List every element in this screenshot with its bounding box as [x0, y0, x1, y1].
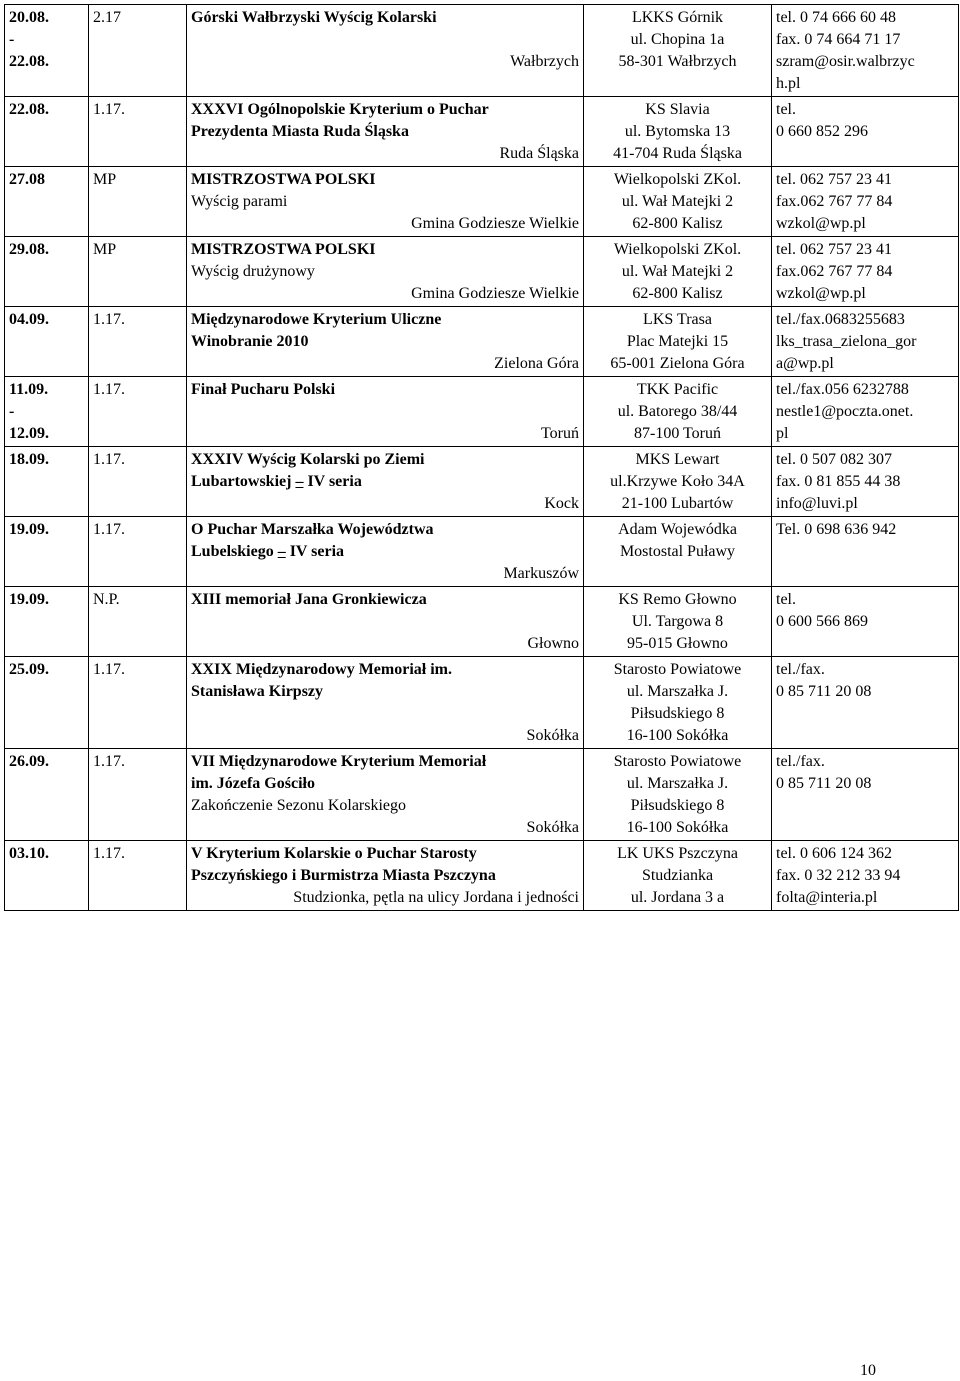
contact-line: fax.062 767 77 84 [776, 263, 893, 280]
event-date-line: 20.08. [9, 9, 49, 26]
event-date-line: 27.08 [9, 171, 45, 188]
event-location: Toruń [541, 425, 579, 442]
table-row [5, 447, 959, 517]
event-title-line: Pszczyńskiego i Burmistrza Miasta Pszczyna [191, 867, 496, 884]
page-number: 10 [860, 1362, 876, 1379]
organizer-line: ul. Bytomska 13 [624, 123, 731, 140]
event-category: 1.17. [89, 657, 187, 749]
contact-line: tel./fax. [776, 753, 825, 770]
event-subtitle: Wyścig parami [191, 193, 288, 210]
event-date [5, 237, 89, 307]
organizer-line: KS Remo Głowno [618, 591, 737, 608]
event-date [5, 377, 89, 447]
table-row [5, 97, 959, 167]
event-date-line: 03.10. [9, 845, 49, 862]
event-contact [772, 5, 959, 97]
event-details [187, 657, 584, 749]
event-details [187, 167, 584, 237]
event-location: Zielona Góra [494, 355, 579, 372]
event-location: Sokółka [526, 819, 579, 836]
event-organizer [584, 237, 772, 307]
event-category: 1.17. [89, 377, 187, 447]
contact-line: tel. [776, 591, 796, 608]
event-location: Głowno [527, 635, 579, 652]
organizer-line: 21-100 Lubartów [621, 495, 734, 512]
event-title-line: Stanisława Kirpszy [191, 683, 324, 700]
event-category: 2.17 [89, 5, 187, 97]
organizer-line: Piłsudskiego 8 [630, 705, 725, 722]
organizer-line: Adam Wojewódka [618, 521, 737, 538]
event-date [5, 167, 89, 237]
event-details [187, 447, 584, 517]
organizer-line: Starosto Powiatowe [613, 661, 742, 678]
contact-line: nestle1@poczta.onet. [776, 403, 914, 420]
event-category: 1.17. [89, 307, 187, 377]
event-date [5, 97, 89, 167]
event-date [5, 517, 89, 587]
blank-line [191, 29, 579, 51]
event-contact [772, 97, 959, 167]
contact-line: tel. 0 74 666 60 48 [776, 9, 896, 26]
contact-line: wzkol@wp.pl [776, 285, 866, 302]
event-organizer [584, 841, 772, 911]
event-title-line: XXIX Międzynarodowy Memoriał im. [191, 661, 452, 678]
event-subtitle: Wyścig drużynowy [191, 263, 315, 280]
event-details [187, 517, 584, 587]
event-location: Gmina Godziesze Wielkie [411, 285, 579, 302]
event-date-line: 04.09. [9, 311, 49, 328]
event-category: 1.17. [89, 517, 187, 587]
event-title-line: Lubelskiego – IV seria [191, 543, 345, 560]
event-details [187, 307, 584, 377]
event-organizer [584, 749, 772, 841]
table-row [5, 167, 959, 237]
event-category: MP [89, 237, 187, 307]
event-date-line: 22.08. [9, 53, 49, 70]
contact-line: info@luvi.pl [776, 495, 858, 512]
organizer-line: 16-100 Sokółka [626, 727, 729, 744]
event-contact [772, 307, 959, 377]
event-title-line: MISTRZOSTWA POLSKI [191, 171, 376, 188]
event-location: Studzionka, pętla na ulicy Jordana i jedności [293, 889, 579, 906]
organizer-line: Studzianka [641, 867, 714, 884]
contact-line: 0 600 566 869 [776, 613, 868, 630]
table-row [5, 841, 959, 911]
organizer-line: KS Slavia [645, 101, 710, 118]
contact-line: tel. 0 606 124 362 [776, 845, 892, 862]
event-details [187, 97, 584, 167]
table-row [5, 657, 959, 749]
event-location: Wałbrzych [510, 53, 579, 70]
event-date-line: 25.09. [9, 661, 49, 678]
table-row [5, 307, 959, 377]
organizer-line: 58-301 Wałbrzych [618, 53, 737, 70]
organizer-line: Mostostal Puławy [619, 543, 736, 560]
contact-line: szram@osir.walbrzyc [776, 53, 915, 70]
event-date-line: 19.09. [9, 591, 49, 608]
contact-line: 0 660 852 296 [776, 123, 868, 140]
event-title-line: Winobranie 2010 [191, 333, 309, 350]
event-date-line: 26.09. [9, 753, 49, 770]
event-date [5, 587, 89, 657]
contact-line: 0 85 711 20 08 [776, 683, 872, 700]
event-details [187, 841, 584, 911]
event-contact [772, 237, 959, 307]
blank-line [191, 611, 579, 633]
organizer-line: Plac Matejki 15 [626, 333, 729, 350]
event-date [5, 5, 89, 97]
event-date-line: 22.08. [9, 101, 49, 118]
blank-line [191, 401, 579, 423]
event-category: 1.17. [89, 749, 187, 841]
organizer-line: Wielkopolski ZKol. [613, 241, 742, 258]
contact-line: 0 85 711 20 08 [776, 775, 872, 792]
organizer-line: ul. Chopina 1a [630, 31, 725, 48]
event-title-line: XXXVI Ogólnopolskie Kryterium o Puchar [191, 101, 489, 118]
event-details [187, 5, 584, 97]
contact-line: tel./fax.0683255683 [776, 311, 905, 328]
contact-line: tel. [776, 101, 796, 118]
organizer-line: Starosto Powiatowe [613, 753, 742, 770]
table-row [5, 517, 959, 587]
event-contact [772, 377, 959, 447]
event-title-line: Prezydenta Miasta Ruda Śląska [191, 123, 409, 140]
event-contact [772, 749, 959, 841]
organizer-line: Wielkopolski ZKol. [613, 171, 742, 188]
event-title-line: Międzynarodowe Kryterium Uliczne [191, 311, 442, 328]
event-contact [772, 517, 959, 587]
schedule-body [5, 5, 959, 911]
organizer-line: 87-100 Toruń [633, 425, 722, 442]
organizer-line: 95-015 Głowno [627, 635, 728, 652]
event-title-line: VII Międzynarodowe Kryterium Memoriał [191, 753, 487, 770]
event-contact [772, 657, 959, 749]
organizer-line: Piłsudskiego 8 [630, 797, 725, 814]
organizer-line: TKK Pacific [636, 381, 719, 398]
event-organizer [584, 377, 772, 447]
organizer-line: 65-001 Zielona Góra [610, 355, 745, 372]
organizer-line: ul. Wał Matejki 2 [621, 193, 734, 210]
organizer-line: 62-800 Kalisz [632, 285, 723, 302]
organizer-line: ul.Krzywe Koło 34A [610, 473, 745, 490]
event-contact [772, 841, 959, 911]
organizer-line: 16-100 Sokółka [626, 819, 729, 836]
contact-line: fax. 0 81 855 44 38 [776, 473, 901, 490]
event-date-line: 12.09. [9, 425, 49, 442]
event-date [5, 841, 89, 911]
event-details [187, 237, 584, 307]
contact-line: pl [776, 425, 789, 442]
organizer-line: ul. Marszałka J. [626, 775, 729, 792]
contact-line: Tel. 0 698 636 942 [776, 521, 897, 538]
event-title-line: Lubartowskiej – IV seria [191, 473, 362, 490]
event-organizer [584, 167, 772, 237]
event-date [5, 657, 89, 749]
contact-line: tel. 0 507 082 307 [776, 451, 892, 468]
contact-line: tel. 062 757 23 41 [776, 241, 892, 258]
contact-line: a@wp.pl [776, 355, 834, 372]
race-schedule-table [4, 4, 959, 911]
event-title-line: O Puchar Marszałka Województwa [191, 521, 434, 538]
event-contact [772, 587, 959, 657]
event-date-line: - [9, 403, 15, 420]
contact-line: fax. 0 74 664 71 17 [776, 31, 901, 48]
event-title-line: Finał Pucharu Polski [191, 381, 336, 398]
contact-line: folta@interia.pl [776, 889, 878, 906]
contact-line: lks_trasa_zielona_gor [776, 333, 917, 350]
table-row [5, 377, 959, 447]
event-organizer [584, 517, 772, 587]
event-organizer [584, 587, 772, 657]
event-organizer [584, 447, 772, 517]
event-location: Gmina Godziesze Wielkie [411, 215, 579, 232]
event-date-line: - [9, 31, 15, 48]
table-row [5, 749, 959, 841]
event-location: Sokółka [526, 727, 579, 744]
organizer-line: ul. Batorego 38/44 [617, 403, 738, 420]
event-title-line: MISTRZOSTWA POLSKI [191, 241, 376, 258]
event-title-line: Górski Wałbrzyski Wyścig Kolarski [191, 9, 437, 26]
event-category: N.P. [89, 587, 187, 657]
event-location: Kock [544, 495, 579, 512]
event-organizer [584, 5, 772, 97]
event-title-line: V Kryterium Kolarskie o Puchar Starosty [191, 845, 477, 862]
organizer-line: ul. Marszałka J. [626, 683, 729, 700]
event-location: Markuszów [503, 565, 579, 582]
event-organizer [584, 97, 772, 167]
organizer-line: LKS Trasa [643, 311, 712, 328]
event-title-line: XXXIV Wyścig Kolarski po Ziemi [191, 451, 425, 468]
organizer-line: ul. Wał Matejki 2 [621, 263, 734, 280]
event-title-line: im. Józefa Gościło [191, 775, 315, 792]
contact-line: fax.062 767 77 84 [776, 193, 893, 210]
event-organizer [584, 307, 772, 377]
event-category: 1.17. [89, 447, 187, 517]
event-date-line: 19.09. [9, 521, 49, 538]
event-date [5, 447, 89, 517]
event-details [187, 377, 584, 447]
event-date [5, 307, 89, 377]
organizer-line: Ul. Targowa 8 [631, 613, 724, 630]
organizer-line: 62-800 Kalisz [632, 215, 723, 232]
organizer-line: 41-704 Ruda Śląska [613, 145, 742, 162]
organizer-line: ul. Jordana 3 a [630, 889, 725, 906]
contact-line: tel. 062 757 23 41 [776, 171, 892, 188]
organizer-line: LKKS Górnik [631, 9, 724, 26]
event-contact [772, 447, 959, 517]
event-organizer [584, 657, 772, 749]
table-row [5, 237, 959, 307]
contact-line: fax. 0 32 212 33 94 [776, 867, 901, 884]
contact-line: tel./fax.056 6232788 [776, 381, 909, 398]
organizer-line: LK UKS Pszczyna [617, 845, 738, 862]
event-subtitle: Zakończenie Sezonu Kolarskiego [191, 797, 407, 814]
event-category: 1.17. [89, 97, 187, 167]
table-row [5, 5, 959, 97]
event-date [5, 749, 89, 841]
event-date-line: 18.09. [9, 451, 49, 468]
event-date-line: 29.08. [9, 241, 49, 258]
contact-line: h.pl [776, 75, 801, 92]
event-category: MP [89, 167, 187, 237]
event-category: 1.17. [89, 841, 187, 911]
event-details [187, 749, 584, 841]
event-location: Ruda Śląska [499, 145, 579, 162]
blank-line [191, 703, 579, 725]
event-contact [772, 167, 959, 237]
event-date-line: 11.09. [9, 381, 49, 398]
contact-line: wzkol@wp.pl [776, 215, 866, 232]
event-title-line: XIII memoriał Jana Gronkiewicza [191, 591, 427, 608]
event-details [187, 587, 584, 657]
contact-line: tel./fax. [776, 661, 825, 678]
table-row [5, 587, 959, 657]
organizer-line: MKS Lewart [635, 451, 720, 468]
